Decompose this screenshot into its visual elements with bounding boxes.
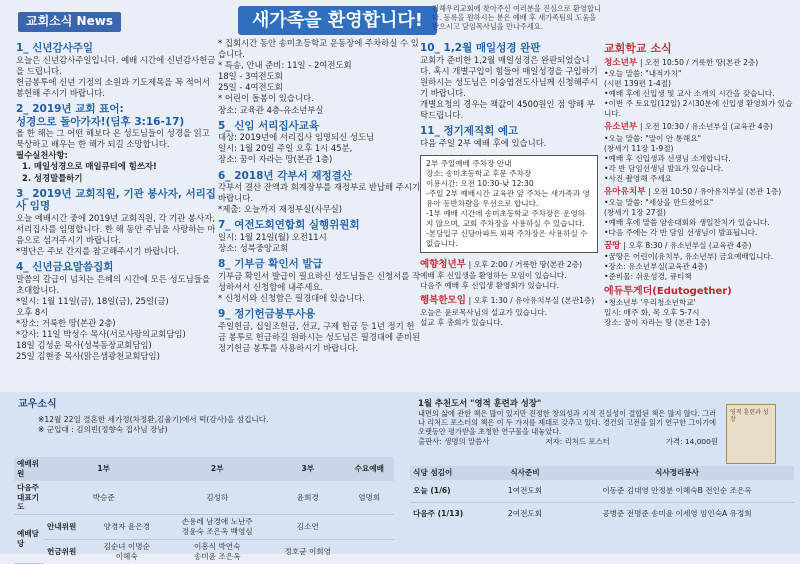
table-cell: 다음주 대표기도	[14, 481, 44, 515]
welcome-intro: 김해우리교회에 찾아주신 여러분을 진심으로 환영합니다. 등록을 원하시는 분은 예배 후 새가족팀의 도움을 받으시고 담임목사님을 만나주세요.	[432, 4, 601, 31]
section-title: 5_ 신임 서리집사교육	[218, 119, 320, 132]
child-dept-title: 유소년부	[604, 122, 638, 133]
kinder-dept-info: | 오전 10:50 / 유아유치부실 (본관 1층)	[648, 186, 782, 196]
youth-title: 예향청년부	[420, 258, 466, 270]
table-cell: 윤희경	[271, 481, 344, 515]
dream-info: | 오후 8:30 / 유소년부실 (교육관 4층)	[623, 240, 752, 250]
section-title: 1_ 신년감사주일	[16, 42, 94, 54]
table-row	[410, 480, 794, 502]
edu-body: •청소년부 '우리청소년학교' 일시: 매주 화, 목 오후 5-7시 장소: 꿈이 자라는 땅 (본관 1층)	[604, 298, 711, 328]
section-body: 각부서 결산 잔액과 회계장부를 재정부로 반납해 주시기 바랍니다. *제출: 오늘까지 재정부실(사무실)	[218, 182, 421, 215]
happy-title: 행복한모임	[420, 295, 466, 307]
member-news	[18, 398, 398, 435]
youth-body: 예배 후 신입생을 환영하는 모임이 있습니다. 다음주 예배 후 신입생 환영회가 있습니다.	[420, 271, 567, 291]
table-header-cell: 식사준비	[490, 466, 560, 480]
school-title: 교회학교 소식	[604, 42, 672, 55]
table-cell: 김소연	[271, 515, 344, 540]
book-title: 1월 추천도서 "영적 훈련과 성장"	[418, 398, 542, 408]
table-cell: 다음주 (1/13)	[413, 508, 464, 518]
section-body: 오늘은 신년감사주일입니다. 예배 시간에 신년감사헌금을 드립니다. 헌금봉투에 신년 기정의 소원과 기도제목을 꼭 적어서 봉헌해 주시기 바랍니다.	[16, 54, 216, 98]
parking-notice-box: 2부 주일예배 주차장 안내 장소: 송미초등학교 후문 주차장 이용시간: 오전 10:30-낮 12:30 -주일 2부 예배시간 교육관 앞 주차는 새가족과 영유아 동반차량을 우선으로 합니다. -1부 예배 시간에 송미초등학교 주차장은 운영하지 않으며, 교회 주차장을 사용하실 수 있습니다. -본당입구 신당아파트 외곽 주차장은 사용하실 수 없습니다.	[420, 155, 598, 253]
dream-title: 꿈땅	[604, 240, 621, 251]
youth-dept-body: •오늘 말씀: "내적가치" (시편 139편 1-4절) •예배 후에 신입생 및 교사 소개의 시간을 갖습니다. •이번 주 토요일(12일) 2시30분에 신입생 환영회가 있습니다.	[604, 69, 793, 119]
section-title: 10_ 1,2월 매일성경 완판	[420, 42, 541, 54]
youth-dept-title: 청소년부	[604, 58, 638, 69]
table-row	[410, 502, 794, 524]
section-title: 11_ 정기제직회 예고	[420, 125, 519, 138]
member-news-body: ※12월 22일 결혼한 세가정(차정환,김율기)에서 떡(감사)을 섬깁니다. ※ 군입대 : 김의빈(정향숙 집사님 장남)	[38, 415, 269, 435]
table-side-label: 예배담당	[14, 515, 44, 564]
table-cell	[344, 515, 394, 540]
member-news-title: 교우소식	[18, 399, 57, 410]
section-body: 일시: 1월 21일(월) 오전11시 장소: 성북중앙교회	[218, 232, 327, 254]
table-header-cell: 2부	[163, 457, 271, 481]
news-header: 교회소식 News	[18, 12, 121, 32]
news-column-1	[16, 38, 218, 363]
section-body: 올 한 해는 그 어떤 해보다 온 성도님들이 성경을 읽고 묵상하고 배우는 한 해가 되길 소망합니다.	[16, 128, 210, 150]
book-publisher: 출판사: 생명의 말씀사	[418, 436, 490, 446]
points-list: 1. 매일성경으로 매일큐티에 힘쓰자! 2. 성경말틀하기	[22, 161, 157, 183]
book-author: 저자: 리처드 포스터	[545, 436, 610, 446]
section-body: 오늘 예배시간 중에 2019년 교회직원, 각 기관 봉사자, 서리집사를 임명합니다. 한 해 동안 주님을 사랑하는 마음으로 섬겨주시기 바랍니다. *명단은 주보 간지를 참고해주시기 바랍니다.	[16, 212, 216, 257]
table-cell: 1여전도회	[490, 480, 560, 502]
section-title: 6_ 2018년 각부서 재정결산	[218, 169, 352, 182]
child-dept-body: •오늘 말씀: "말이 안 통해요" (창세기 11장 1-9절) •예배 후 신입생과 선생님 소개합니다. •각 반 담임선생님 발표가 있습니다. •사진 촬영해 주세요	[604, 133, 731, 183]
section-body: 다음 주일 2부 예배 후에 있습니다.	[420, 137, 547, 148]
table-cell: 2여전도회	[507, 508, 543, 518]
table-cell: 김성하	[163, 481, 271, 515]
book-body: 내면의 삶에 관한 책은 많이 있지만 진정한 창의성과 지적 진실성이 결합된 책은 많지 않다. 그러나 리처드 포스터의 책은 이 두 가지를 제대로 갖추고 있다. 경건의 고전을 읽기 연구한 그이기에 오랫동안 평가받을 초청한 연구물을 내놓았다.	[418, 408, 717, 436]
table-header-row	[410, 466, 794, 480]
section-title: 7_ 여전도회연합회 실행위원회	[218, 219, 360, 232]
meal-service-table	[410, 466, 794, 525]
section-body: 대상: 2019년에 서리집사 임명되신 성도님 일시: 1월 20일 주일 오후 1시 45분, 장소: 꿈이 자라는 땅(본관 1층)	[218, 132, 375, 165]
section-title: 4_ 신년금요말씀집회	[16, 261, 114, 274]
table-header-cell: 식사정리봉사	[560, 466, 794, 480]
table-cell: 공병준 전명준 송미윤 이세영 임인숙A 유정희	[602, 508, 752, 518]
dream-body: •꿈땅은 어린이(유치부, 유소년부) 금요예배입니다. •장소: 유소년부실(교육관 4층) •준비물: 쉬운성경, 큐티책	[604, 252, 774, 282]
section-title: 2_ 2019년 교회 표어: 성경으로 돌아가자!(딤후 3:16-17)	[16, 102, 185, 128]
welcome-title: 새가족을 환영합니다!	[238, 6, 437, 35]
table-row	[14, 481, 394, 515]
section-title: 8_ 기부금 확인서 발급	[218, 258, 323, 271]
table-header-cell: 예배위원	[14, 457, 44, 481]
child-dept-info: | 오전 10:30 / 유소년부실 (교육관 4층)	[639, 122, 773, 132]
table-cell: 정호균 이희영	[284, 546, 331, 556]
table-header-cell: 수요예배	[344, 457, 394, 481]
happy-info: | 오후 1:30 / 유아유치부실 (본관1층)	[468, 296, 595, 306]
table-cell: 이동준 김대영 안정분 이혜숙B 전인순 조은옥	[560, 480, 794, 502]
table-row	[14, 515, 394, 540]
kinder-dept-body: •오늘 말씀: "세상을 만드셨어요" (창세기 1장 27절) •예배 후에 말씀 암송대회와 생일잔치가 있습니다. •다음 주에는 각 반 담임 선생님이 발표됩니다.	[604, 197, 770, 237]
table-cell: 양경자 윤은경	[90, 515, 163, 540]
news-column-2	[218, 38, 422, 354]
table-cell	[344, 540, 394, 564]
table-cell: 엄명희	[344, 481, 394, 515]
table-header-cell: 3부	[271, 457, 344, 481]
section-body: 주일헌금, 십일조헌금, 선교, 구제 헌금 등 1년 정기 헌금 봉투로 헌금하길 원하시는 성도님은 필경대에 준비된 정기헌금 봉투를 사용하시기 바랍니다.	[218, 320, 421, 353]
table-cell: 안내위원	[44, 515, 90, 540]
worship-duty-table	[14, 457, 394, 564]
book-price: 가격: 14,000원	[665, 436, 718, 446]
table-row	[14, 540, 394, 564]
table-cell: 손용레 남경애 노난주 정윤숙 조은옥 백영심	[163, 515, 271, 540]
section-body: * 집회시간 동안 송미초등학교 운동장에 주차하실 수 있습니다. * 특송, 안내 준비: 11일 - 2여전도회 18일 - 3여전도회 25일 - 4여전도회 * 어린이 돌봄이 있습니다. 장소: 교육관 4층-유소년부실	[218, 38, 419, 115]
happy-body: 오늘은 윤로목사님의 설교가 있습니다. 설교 후 총회가 있습니다.	[420, 307, 548, 327]
book-notice	[418, 398, 718, 447]
book-cover-image	[726, 404, 776, 464]
table-header-row	[14, 457, 394, 481]
youth-dept-info: | 오전 10:50 / 거룩한 땅(본관 2층)	[639, 58, 759, 68]
table-cell: 김순녀 이명순 이혜숙	[103, 542, 150, 561]
section-title: 9_ 정기헌금봉투사용	[218, 308, 316, 321]
news-column-3	[420, 38, 598, 328]
table-header-cell: 식당 섬김이	[410, 466, 490, 480]
section-body: 기부금 확인서 발급이 필요하신 성도님들은 신청서를 작성하셔서 신청함에 내주세요. * 신청서와 신청함은 필경대에 있습니다.	[218, 270, 421, 303]
table-cell: 박승준	[44, 481, 163, 515]
youth-info: | 오후 2:00 / 거룩한 땅(본관 2층)	[468, 259, 583, 269]
section-title: 3_ 2019년 교회직원, 기관 봉사자, 서리집사 임명	[16, 187, 216, 213]
kinder-dept-title: 유아유치부	[604, 186, 646, 197]
book-cover-title: 영적 훈련과 성장	[730, 409, 769, 424]
table-cell: 이흥식 박연숙 송미윤 조은옥	[194, 542, 241, 561]
happy-group	[420, 295, 598, 307]
points-title: 필수실천사항:	[16, 150, 68, 161]
table-cell: 헌금위원	[47, 546, 77, 556]
youth-group	[420, 259, 598, 271]
table-cell: 오늘 (1/6)	[410, 480, 490, 502]
church-school-column	[604, 38, 796, 328]
section-body: 교회가 준비한 1,2월 매일성경은 완판되었습니다. 혹시 개별구입이 힘들어 매일성경을 구입하기 원하시는 성도님은 이승엽전도사님께 신청해주시기 바랍니다. 개별요청의 경우는 책값이 4500원인 점 양해 부탁드립니다.	[420, 54, 598, 121]
table-header-cell: 1부	[44, 457, 163, 481]
edu-title: 에듀투게더(Edutogether)	[604, 286, 732, 298]
section-body: 말씀의 갈급이 넘치는 은혜의 시간에 모든 성도님들을 초대합니다. *일시: 1월 11일(금), 18일(금), 25일(금) 오후 8시 *장소: 거룩한 땅(본관 2층) *강사: 11일 박성수 목사(서로사랑의교회담임) 18일 김성운 목사(성북동장교회담임) 25일 김현중 목사(맑은샘광천교회담임)	[16, 273, 210, 362]
